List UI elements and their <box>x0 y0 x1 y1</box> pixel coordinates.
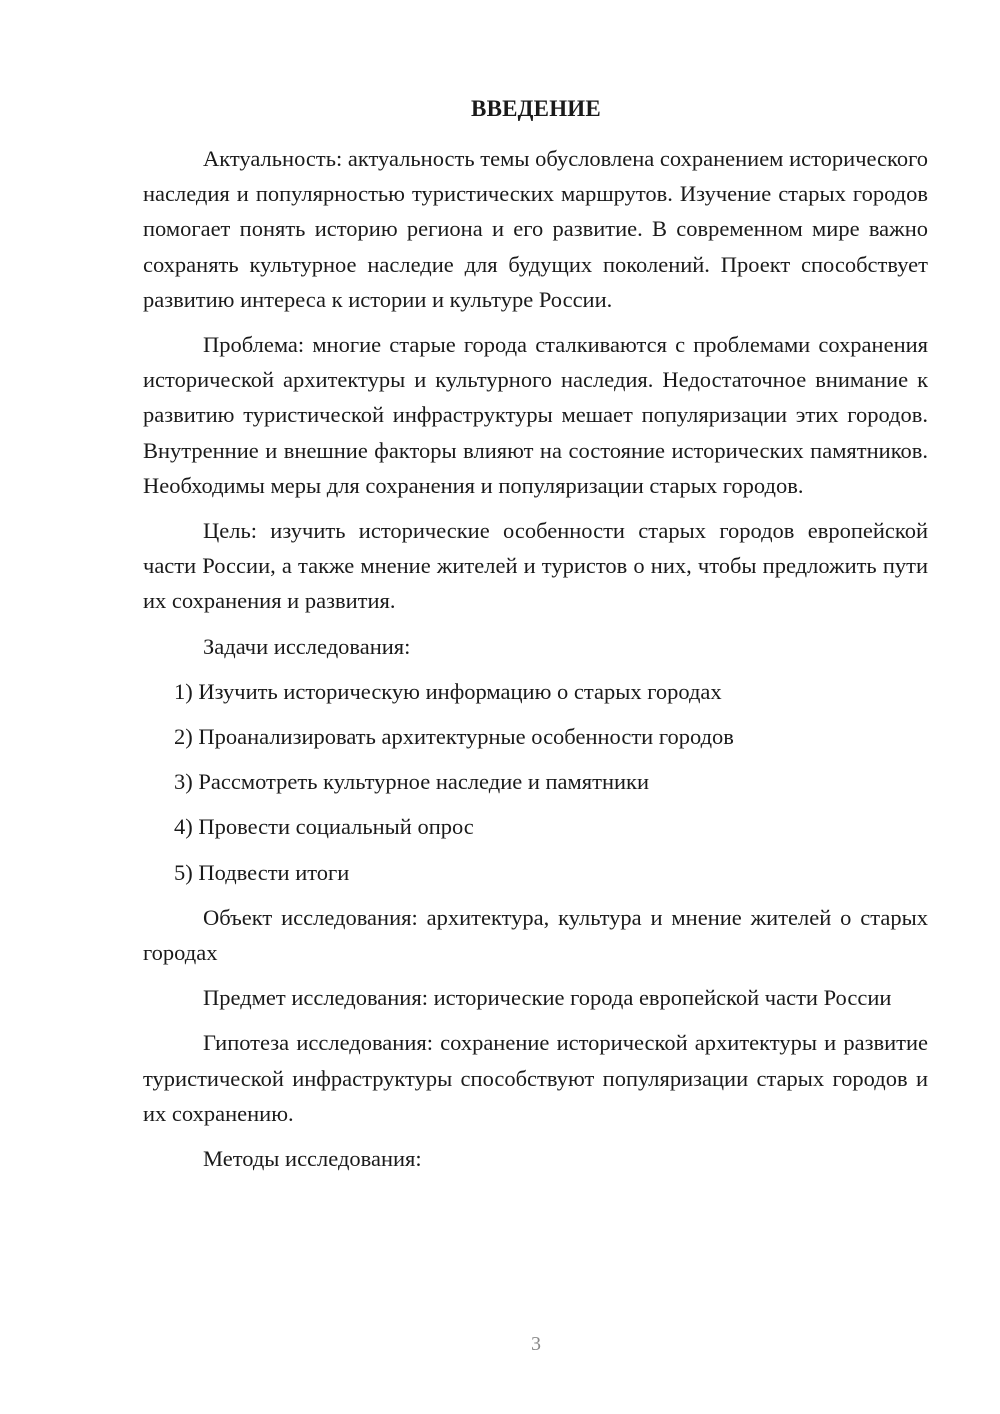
paragraph-goal: Цель: изучить исторические особенности старых городов европейской части России, а также мнение жителей и туристов о них, чтобы предложить пути их сохранения и развития. <box>143 518 928 614</box>
paragraph-hypothesis: Гипотеза исследования: сохранение исторической архитектуры и развитие туристической инфраструктуры способствуют популяризации старых городов и их сохранению. <box>143 1030 928 1126</box>
methods-heading: Методы исследования: <box>203 1146 422 1172</box>
task-item: 2) Проанализировать архитектурные особенности городов <box>174 724 734 750</box>
task-item: 3) Рассмотреть культурное наследие и памятники <box>174 769 650 795</box>
page-title: ВВЕДЕНИЕ <box>471 96 601 121</box>
task-item: 4) Провести социальный опрос <box>174 814 474 840</box>
paragraph-relevance: Актуальность: актуальность темы обусловлена сохранением исторического наследия и популярностью туристических маршрутов. Изучение старых городов помогает понять историю региона и его развитие. В современном мире важно сохранять культурное наследие для будущих поколений. Проект способствует развитию интереса к истории и культуре России. <box>143 146 928 312</box>
tasks-heading: Задачи исследования: <box>203 633 411 659</box>
paragraph-object: Объект исследования: архитектура, культура и мнение жителей о старых городах <box>143 904 928 966</box>
document-body <box>143 141 928 1186</box>
page-number: 3 <box>531 1333 541 1355</box>
task-item: 5) Подвести итоги <box>174 859 350 885</box>
task-item: 1) Изучить историческую информацию о старых городах <box>174 678 722 704</box>
paragraph-problem: Проблема: многие старые города сталкиваются с проблемами сохранения исторической архитектуры и культурного наследия. Недостаточное внимание к развитию туристической инфраструктуры мешает популяризации этих городов. Внутренние и внешние факторы влияют на состояние исторических памятников. Необходимы меры для сохранения и популяризации старых городов. <box>143 332 928 498</box>
paragraph-subject: Предмет исследования: исторические города европейской части России <box>203 985 892 1011</box>
